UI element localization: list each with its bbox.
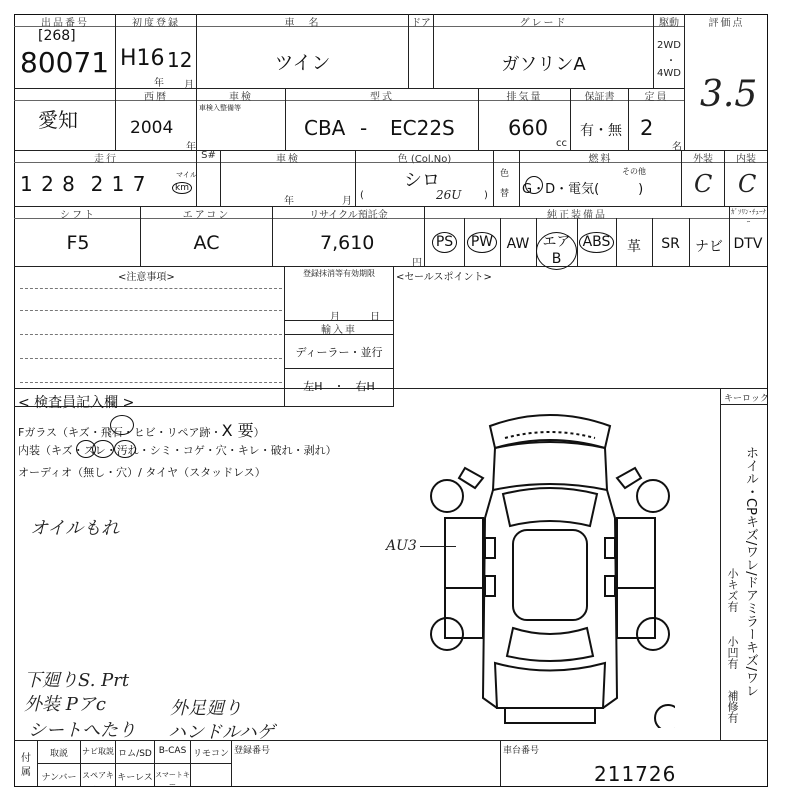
mark-dirt-circle — [114, 440, 136, 458]
caution-line-4 — [20, 358, 282, 359]
dereg-month: 月 — [330, 312, 340, 323]
inspection-label: 車検 — [229, 92, 253, 103]
inspector-line-1 — [18, 418, 265, 441]
sales-point-label: <セールスポイント> — [396, 272, 492, 283]
interior-label: 内装 — [736, 154, 756, 165]
interior: C — [738, 170, 757, 198]
vertical-small-3: 補修有 — [726, 690, 739, 723]
equip-sr: SR — [661, 236, 680, 252]
grade: ガソリンA — [501, 54, 586, 75]
equip-abs-text: ABS — [579, 232, 615, 253]
border-left — [14, 14, 15, 786]
shaken-label: 車検 — [276, 154, 300, 165]
first-reg-year-suffix: 年 — [154, 78, 164, 89]
wheel-front-right — [637, 480, 669, 512]
row-line-4 — [14, 266, 767, 267]
type-code: EC22S — [390, 116, 455, 140]
reg-label: 登録番号 — [234, 746, 271, 756]
type-dash: - — [360, 116, 368, 140]
equip-airbag — [536, 232, 577, 270]
caution-line-1 — [20, 288, 282, 289]
drive-dot: ・ — [666, 56, 676, 67]
drive-label: 駆動 — [659, 18, 679, 29]
capacity-label: 定員 — [644, 92, 669, 103]
color-paren-close: ) — [484, 190, 488, 201]
first-reg-era: H16 — [120, 46, 165, 71]
foot-rom-sd: ロム/SD — [118, 749, 152, 759]
mark-chip-circle — [110, 415, 134, 435]
equip-ps-text: PS — [432, 232, 457, 253]
equip-pw-text: PW — [467, 232, 497, 253]
mileage-unit-mile: マイル — [176, 171, 197, 179]
equip-abs — [577, 232, 616, 253]
model-name: ツイン — [274, 52, 331, 74]
color-label: 色 (Col.No) — [397, 154, 452, 165]
notes-v1 — [284, 266, 285, 406]
inspector-line-1-mark: X 要 — [221, 421, 254, 440]
caution-line-5 — [20, 382, 282, 383]
shift-label: シフト — [60, 210, 96, 221]
hand-note-2: 下廻りS. Prt — [24, 670, 130, 691]
foot-smart-key: スマートキー — [155, 771, 190, 789]
model-name-label: 車 名 — [284, 18, 321, 29]
mileage: 1 2 8 2 1 7 — [20, 172, 147, 196]
hand-note-6: ハンドルハゲ — [168, 722, 275, 743]
equip-navi: ナビ — [695, 239, 723, 255]
foot-keyless: キーレス — [117, 773, 153, 783]
import-label: 輸入車 — [321, 325, 357, 336]
equipment-label: 純正装備品 — [547, 210, 607, 221]
equip-leather: 革 — [627, 239, 641, 255]
hand-note-3: 外装 Pアc — [24, 694, 106, 715]
inspector-line-1-text: Fガラス（キズ・飛石・ヒビ・リペア跡・ — [18, 426, 222, 439]
first-reg-label: 初度登録 — [132, 18, 180, 29]
year-label: 西暦 — [144, 92, 168, 103]
caution-line-3 — [20, 334, 282, 335]
capacity: 2 — [640, 116, 654, 140]
windshield-shape — [503, 488, 597, 526]
ac-label: エアコン — [182, 210, 231, 221]
hand-note-4: 外足廻り — [170, 698, 242, 719]
handle-value: 左H ・ 右H — [303, 380, 375, 393]
fuel-g-circle — [525, 176, 543, 194]
foot-number: ナンバー — [41, 773, 77, 783]
import-value: ディーラー・並行 — [295, 346, 383, 359]
tuner-label: ｶﾞｿﾘﾝ･ﾁｭｰﾅｰ — [731, 208, 766, 226]
grade-label: グレード — [519, 18, 568, 29]
right-rear-panel-shape — [617, 588, 655, 638]
warranty: 有・無 — [580, 123, 622, 139]
caution-line-2 — [20, 310, 282, 311]
foot-spare-key: スペアキー — [82, 771, 114, 791]
car-diagram — [425, 408, 675, 728]
lot-number: 80071 — [20, 46, 110, 79]
rear-window-shape — [507, 628, 593, 661]
foot-bcas: B-CAS — [158, 746, 187, 756]
displacement: 660 — [508, 116, 549, 140]
score: 3.5 — [700, 74, 758, 115]
displacement-unit: cc — [556, 138, 567, 149]
footer-side-label: 付属 — [21, 753, 31, 778]
warranty-label: 保証書 — [584, 92, 615, 103]
year: 2004 — [130, 118, 174, 138]
wheel-vertical-text: ホイル・CPキズ/ワレ/ドアミラーキズ/ワレ — [743, 446, 758, 698]
color-code: 26U — [436, 188, 462, 202]
fuel-label: 燃料 — [588, 154, 613, 165]
recycle-label: リサイクル預託金 — [309, 210, 388, 221]
equip-aw: AW — [506, 236, 530, 252]
spare-wheel — [655, 705, 675, 728]
color-change-label: 色替 — [500, 169, 510, 199]
chassis-number: 211726 — [594, 762, 677, 786]
keylock-label: キーロック — [724, 394, 769, 404]
wheel-rear-left — [431, 618, 463, 650]
inspector-line-2: 内装（キズ・スレ・汚れ・シミ・コゲ・穴・キレ・破れ・剥れ） — [18, 444, 337, 457]
inspection-sub: 車検入整備等 — [199, 104, 241, 112]
shaken-month-suffix: 月 — [342, 196, 352, 207]
exterior: C — [694, 170, 713, 198]
area: 愛知 — [38, 108, 78, 132]
dereg-day: 日 — [370, 312, 380, 323]
left-rear-panel-shape — [445, 588, 483, 638]
au3-annotation: AU3 — [386, 538, 417, 554]
inspector-line-1-end: ） — [253, 426, 265, 439]
first-reg-month-suffix: 月 — [184, 80, 194, 91]
year-suffix: 年 — [186, 142, 196, 153]
fuel: G・D・電気( ) — [522, 182, 644, 197]
recycle: 7,610 — [320, 232, 375, 254]
ac: AC — [193, 232, 220, 254]
r1-v6 — [684, 14, 685, 150]
notes-v2 — [393, 266, 394, 406]
type-label: 型式 — [370, 92, 394, 103]
vertical-small-1: 小キズ有 — [726, 568, 739, 612]
score-label: 評価点 — [708, 18, 745, 29]
s-label: S# — [201, 150, 216, 161]
equip-pw — [464, 232, 500, 253]
equip-ps — [425, 232, 464, 253]
vertical-small-2: 小凹有 — [726, 636, 739, 669]
type-prefix: CBA — [304, 116, 346, 140]
shaken-year-suffix: 年 — [284, 196, 294, 207]
caution-label: <注意事項> — [118, 272, 175, 283]
dereg-label: 登録抹消等有効期限 — [303, 269, 375, 278]
left-door-shape — [445, 518, 483, 588]
foot-v6 — [500, 740, 501, 786]
color-paren-open: ( — [360, 190, 364, 201]
notes-h3 — [284, 368, 393, 369]
wheel-front-left — [431, 480, 463, 512]
exterior-label: 外装 — [693, 154, 713, 165]
chassis-label: 車台番号 — [503, 746, 540, 756]
mileage-unit-km: km — [172, 182, 192, 194]
equip-dtv: DTV — [733, 236, 763, 252]
roof-shape — [513, 530, 587, 620]
inspector-title: < 検査員記入欄 > — [18, 395, 135, 411]
foot-manual: 取説 — [49, 749, 68, 759]
hand-note-5: シートへたり — [28, 720, 136, 741]
mileage-label: 走行 — [94, 154, 118, 165]
hood-shape — [493, 442, 607, 490]
right-door-shape — [617, 518, 655, 588]
r3-v4 — [493, 150, 494, 206]
border-bottom — [14, 786, 768, 787]
keylock-line — [720, 404, 767, 405]
trunk-shape — [495, 663, 605, 708]
equip-airbag-text: エアB — [536, 232, 577, 270]
foot-hmid — [37, 763, 231, 764]
front-bumper-shape — [490, 415, 610, 448]
lot-sub: [268] — [38, 28, 76, 44]
foot-v5 — [231, 740, 232, 786]
inspector-line-3: オーディオ（無し・穴）/ タイヤ（スタッドレス） — [18, 466, 266, 479]
mark-rub-circle — [92, 440, 114, 458]
fuel-other: その他 — [622, 167, 646, 176]
shift: F5 — [66, 232, 90, 254]
hand-note-1: オイルもれ — [30, 518, 120, 539]
color: シロ — [404, 170, 440, 191]
door-label: ドア — [411, 18, 431, 29]
foot-navi-manual: ナビ取説 — [82, 747, 114, 756]
lot-label: 出品番号 — [41, 18, 89, 29]
body-outline — [483, 490, 617, 708]
foot-remote: リモコン — [192, 749, 229, 759]
displacement-label: 排気量 — [506, 92, 543, 103]
diagram-right-divider — [720, 388, 721, 740]
first-reg-month: 12 — [167, 48, 193, 72]
capacity-unit: 名 — [672, 142, 682, 153]
recycle-unit: 円 — [412, 258, 422, 269]
wheel-rear-right — [637, 618, 669, 650]
drive-4wd: 4WD — [657, 68, 681, 79]
drive-2wd: 2WD — [657, 40, 681, 51]
